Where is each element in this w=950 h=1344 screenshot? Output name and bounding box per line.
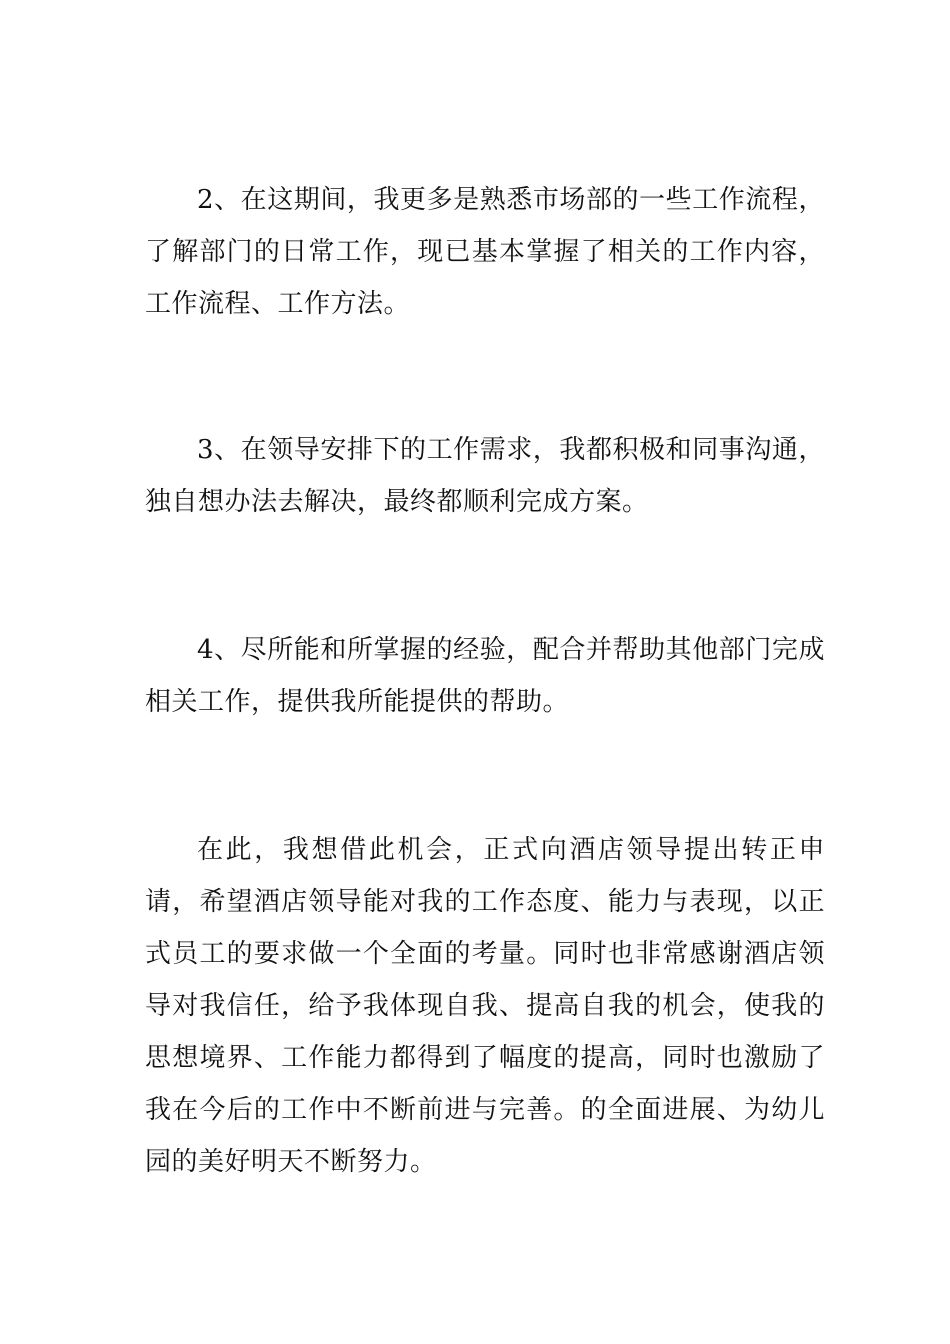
- paragraph-item-3: 3、在领导安排下的工作需求，我都积极和同事沟通，独自想办法去解决，最终都顺利完成方案。: [145, 435, 825, 517]
- paragraph-item-2: 2、在这期间，我更多是熟悉市场部的一些工作流程，了解部门的日常工作，现已基本掌握了相关的工作内容，工作流程、工作方法。: [145, 185, 825, 319]
- paragraph-item-4: 4、尽所能和所掌握的经验，配合并帮助其他部门完成相关工作，提供我所能提供的帮助。: [145, 635, 825, 717]
- paragraph-application-request: 在此，我想借此机会，正式向酒店领导提出转正申请，希望酒店领导能对我的工作态度、能力与表现，以正式员工的要求做一个全面的考量。同时也非常感谢酒店领导对我信任，给予我体现自我、提高自我的机会，使我的思想境界、工作能力都得到了幅度的提高，同时也激励了我在今后的工作中不断前进与完善。的全面进展、为幼儿园的美好明天不断努力。: [145, 835, 825, 1177]
